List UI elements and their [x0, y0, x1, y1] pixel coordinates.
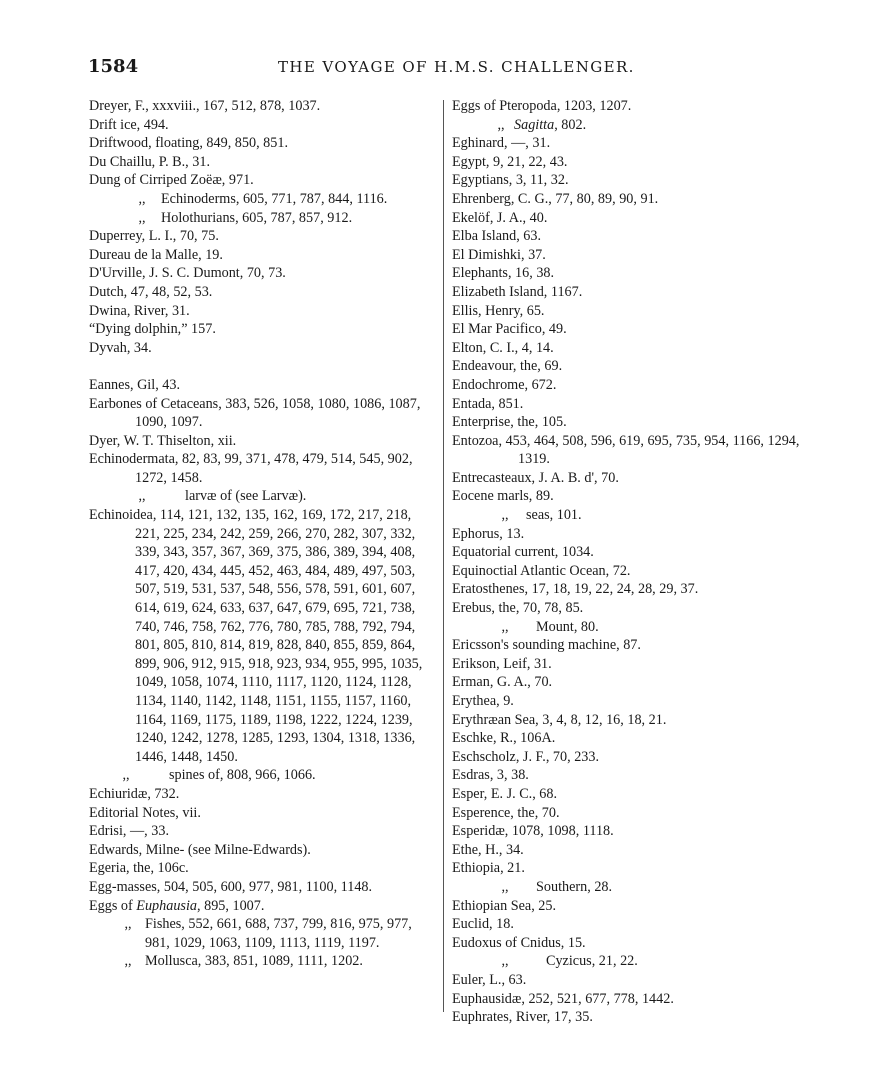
index-entry: El Mar Pacifico, 49. [452, 321, 567, 338]
index-entry: Eggs of Pteropoda, 1203, 1207. [452, 98, 632, 114]
index-entry: Eschke, R., 106A. [452, 730, 556, 747]
index-entry: Ericsson's sounding machine, 87. [452, 637, 641, 654]
index-entry: Ekelöf, J. A., 40. [452, 209, 548, 226]
index-entry: Egeria, the, 106c. [89, 860, 189, 877]
index-subentry: ,, larvæ of (see Larvæ). [89, 487, 435, 506]
index-entry: Eghinard, —, 31. [452, 135, 551, 152]
index-entry: Euphrates, River, 17, 35. [452, 1009, 593, 1026]
index-entry: Erman, G. A., 70. [452, 674, 553, 691]
index-entry: Ethiopian Sea, 25. [452, 897, 557, 914]
index-entry: Euclid, 18. [452, 916, 514, 933]
index-entry: El Dimishki, 37. [452, 246, 546, 263]
index-entry: Editorial Notes, vii. [89, 804, 201, 821]
index-entry: Elba Island, 63. [452, 228, 542, 245]
index-entry: Eudoxus of Cnidus, 15. [452, 934, 586, 951]
ditto-mark: ,, [501, 878, 509, 895]
ditto-mark: ,, [138, 488, 146, 505]
index-entry: Echinodermata, 82, 83, 99, 371, 478, 479, 514, 545, 902, 1272, 1458. [89, 451, 413, 486]
column-divider [443, 100, 444, 1012]
index-entry: Ehrenberg, C. G., 77, 80, 89, 90, 91. [452, 190, 659, 207]
index-column-left [89, 97, 435, 971]
ditto-mark: ,, [124, 916, 132, 933]
index-entry: Entozoa, 453, 464, 508, 596, 619, 695, 735, 954, 1166, 1294, 1319. [452, 432, 800, 468]
index-entry: Euler, L., 63. [452, 971, 527, 988]
index-entry: Dyer, W. T. Thiselton, xii. [89, 432, 237, 449]
index-entry: Erebus, the, 70, 78, 85. [452, 600, 584, 617]
index-entry: Drift ice, 494. [89, 116, 169, 133]
index-entry: Esperidæ, 1078, 1098, 1118. [452, 823, 614, 840]
index-entry: Driftwood, floating, 849, 850, 851. [89, 135, 288, 152]
index-entry: Enterprise, the, 105. [452, 414, 567, 431]
index-subentry: ,, Echinoderms, 605, 771, 787, 844, 1116. [89, 190, 435, 209]
ditto-mark: ,, [124, 953, 132, 970]
index-entry: Erythea, 9. [452, 693, 514, 709]
ditto-mark: ,, [501, 507, 509, 524]
index-subentry: ,, spines of, 808, 966, 1066. [89, 766, 435, 785]
index-subentry: ,, Holothurians, 605, 787, 857, 912. [89, 209, 435, 228]
index-subentry: ,, Fishes, 552, 661, 688, 737, 799, 816, 975, 977, 981, 1029, 1063, 1109, 1113, 1119, 1197. [89, 915, 435, 952]
index-entry: Esper, E. J. C., 68. [452, 785, 558, 802]
index-entry: Eannes, Gil, 43. [89, 376, 181, 393]
index-entry: Echiuridæ, 732. [89, 785, 180, 802]
index-entry: Erythræan Sea, 3, 4, 8, 12, 16, 18, 21. [452, 711, 667, 728]
index-entry: Eggs of Euphausia, 895, 1007. [89, 897, 265, 914]
ditto-mark: ,, [501, 618, 509, 635]
index-entry: D'Urville, J. S. C. Dumont, 70, 73. [89, 265, 286, 282]
ditto-mark: ,, [138, 209, 146, 226]
index-entry: “Dying dolphin,” 157. [89, 321, 216, 338]
index-entry: Egg-masses, 504, 505, 600, 977, 981, 1100, 1148. [89, 878, 373, 895]
index-entry: Endeavour, the, 69. [452, 358, 563, 375]
index-entry: Eschscholz, J. F., 70, 233. [452, 748, 600, 765]
index-subentry: ,, Cyzicus, 21, 22. [452, 952, 822, 971]
ditto-mark: ,, [501, 953, 509, 970]
page-header [88, 56, 800, 82]
index-entry: Duperrey, L. I., 70, 75. [89, 228, 219, 245]
index-entry: Eocene marls, 89. [452, 488, 554, 505]
index-entry: Ethiopia, 21. [452, 860, 525, 877]
index-entry: Ellis, Henry, 65. [452, 302, 545, 319]
index-entry: Dreyer, F., xxxviii., 167, 512, 878, 1037. [89, 98, 321, 114]
page-number: 1584 [88, 56, 139, 77]
index-entry: Ethe, H., 34. [452, 841, 524, 858]
index-entry: Edwards, Milne- (see Milne-Edwards). [89, 841, 311, 858]
index-entry: Esperence, the, 70. [452, 804, 560, 821]
index-entry: Earbones of Cetaceans, 383, 526, 1058, 1080, 1086, 1087, 1090, 1097. [89, 395, 421, 431]
index-entry: Egyptians, 3, 11, 32. [452, 172, 569, 189]
index-subentry: ,, seas, 101. [452, 506, 822, 525]
index-entry: Dyvah, 34. [89, 339, 152, 356]
index-entry: Erikson, Leif, 31. [452, 655, 552, 672]
ditto-mark: ,, [122, 767, 130, 784]
index-entry: Endochrome, 672. [452, 376, 557, 393]
index-subentry: ,, Southern, 28. [452, 878, 822, 897]
index-entry: Elton, C. I., 4, 14. [452, 339, 554, 356]
index-subentry: ,, Mount, 80. [452, 618, 822, 637]
index-column-right [452, 97, 822, 1027]
ditto-mark: ,, [138, 190, 146, 207]
index-entry: Du Chaillu, P. B., 31. [89, 153, 211, 170]
index-entry: Equinoctial Atlantic Ocean, 72. [452, 562, 631, 579]
index-entry: Dutch, 47, 48, 52, 53. [89, 283, 213, 300]
index-entry: Edrisi, —, 33. [89, 823, 169, 840]
index-subentry: ,, Mollusca, 383, 851, 1089, 1111, 1202. [89, 952, 435, 971]
index-entry: Ephorus, 13. [452, 525, 525, 542]
index-entry: Elizabeth Island, 1167. [452, 283, 583, 300]
index-entry: Entada, 851. [452, 395, 524, 412]
index-entry: Elephants, 16, 38. [452, 265, 555, 282]
index-entry: Equatorial current, 1034. [452, 544, 594, 561]
index-entry: Dureau de la Malle, 19. [89, 246, 223, 263]
index-entry: Echinoidea, 114, 121, 132, 135, 162, 169, 172, 217, 218, 221, 225, 234, 242, 259, 266, 270, 282, 307, 332, 339, 343, 357, 367, 369, 375, 386, 389, 394, 408, 417, 420, 434, 445, 452, 463, 484, 489, 497, 503, 507, 519, 531, 537, 548, 556, 578, 591, 601, 607, 614, 619, 624, 633, 637, 647, 679, 695, 721, 738, 740, 746, 758, 762, 776, 780, 785, 788, 792, 794, 801, 805, 810, 814, 819, 828, 840, 855, 859, 864, 899, 906, 912, 915, 918, 923, 934, 955, 995, 1035, 1049, 1058, 1074, 1110, 1117, 1120, 1124, 1128, 1134, 1140, 1142, 1148, 1151, 1155, 1157, 1160, 1164, 1169, 1175, 1189, 1198, 1222, 1224, 1239, 1240, 1242, 1278, 1285, 1293, 1304, 1318, 1336, 1446, 1448, 1450. [89, 507, 423, 765]
index-entry: Dwina, River, 31. [89, 302, 190, 319]
index-entry: Eratosthenes, 17, 18, 19, 22, 24, 28, 29, 37. [452, 581, 699, 598]
index-entry: Euphausidæ, 252, 521, 677, 778, 1442. [452, 990, 674, 1007]
index-entry: Egypt, 9, 21, 22, 43. [452, 153, 568, 170]
running-title: THE VOYAGE OF H.M.S. CHALLENGER. [278, 58, 635, 76]
index-entry: Esdras, 3, 38. [452, 767, 529, 784]
index-entry: Dung of Cirriped Zoëæ, 971. [89, 172, 254, 189]
index-subentry: ,, Sagitta, 802. [452, 116, 822, 135]
index-entry: Entrecasteaux, J. A. B. d', 70. [452, 469, 619, 486]
ditto-mark: ,, [497, 116, 505, 133]
